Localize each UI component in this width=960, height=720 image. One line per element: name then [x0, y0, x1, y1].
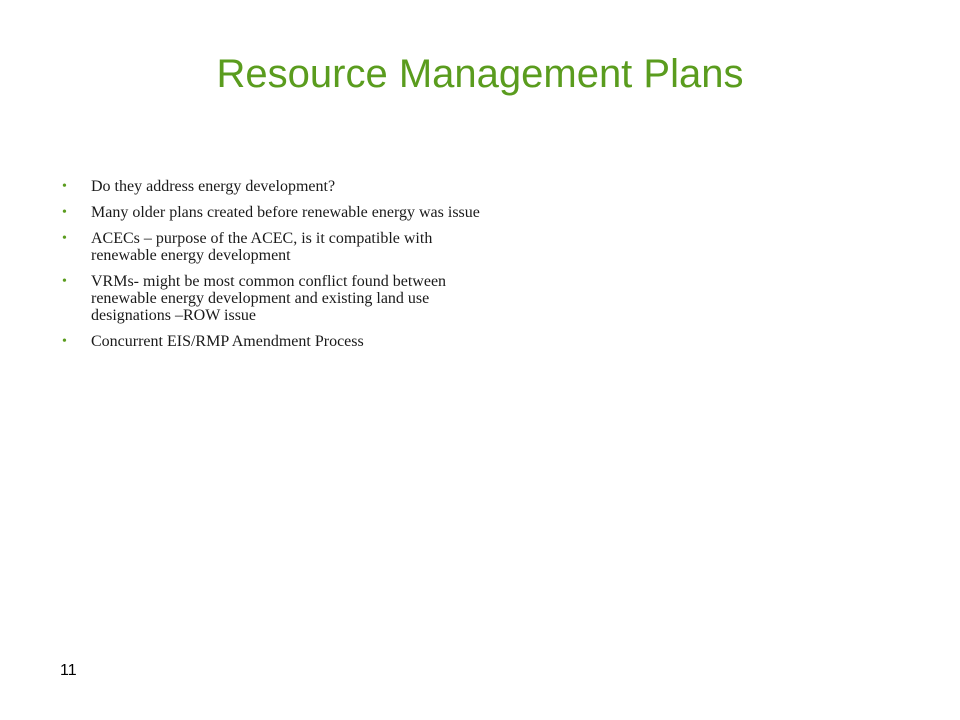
bullet-text: Concurrent EIS/RMP Amendment Process	[91, 333, 364, 350]
bullet-text: Do they address energy development?	[91, 178, 336, 195]
bullet-text: ACECs – purpose of the ACEC, is it compatible with renewable energy development	[91, 230, 433, 264]
bullet-text: Many older plans created before renewable energy was issue	[91, 204, 480, 221]
list-item	[62, 273, 482, 324]
bullet-icon: •	[62, 179, 67, 194]
list-item	[62, 178, 482, 195]
bullet-icon: •	[62, 205, 67, 220]
bullet-text: VRMs- might be most common conflict found between renewable energy development and existing land use designations –ROW issue	[91, 273, 447, 324]
list-item	[62, 333, 482, 350]
bullet-list	[62, 178, 482, 359]
list-item	[62, 204, 482, 221]
page-number: 11	[60, 662, 77, 679]
bullet-icon: •	[62, 274, 67, 289]
bullet-icon: •	[62, 334, 67, 349]
slide-title: Resource Management Plans	[216, 52, 744, 96]
list-item	[62, 230, 482, 264]
bullet-icon: •	[62, 231, 67, 246]
